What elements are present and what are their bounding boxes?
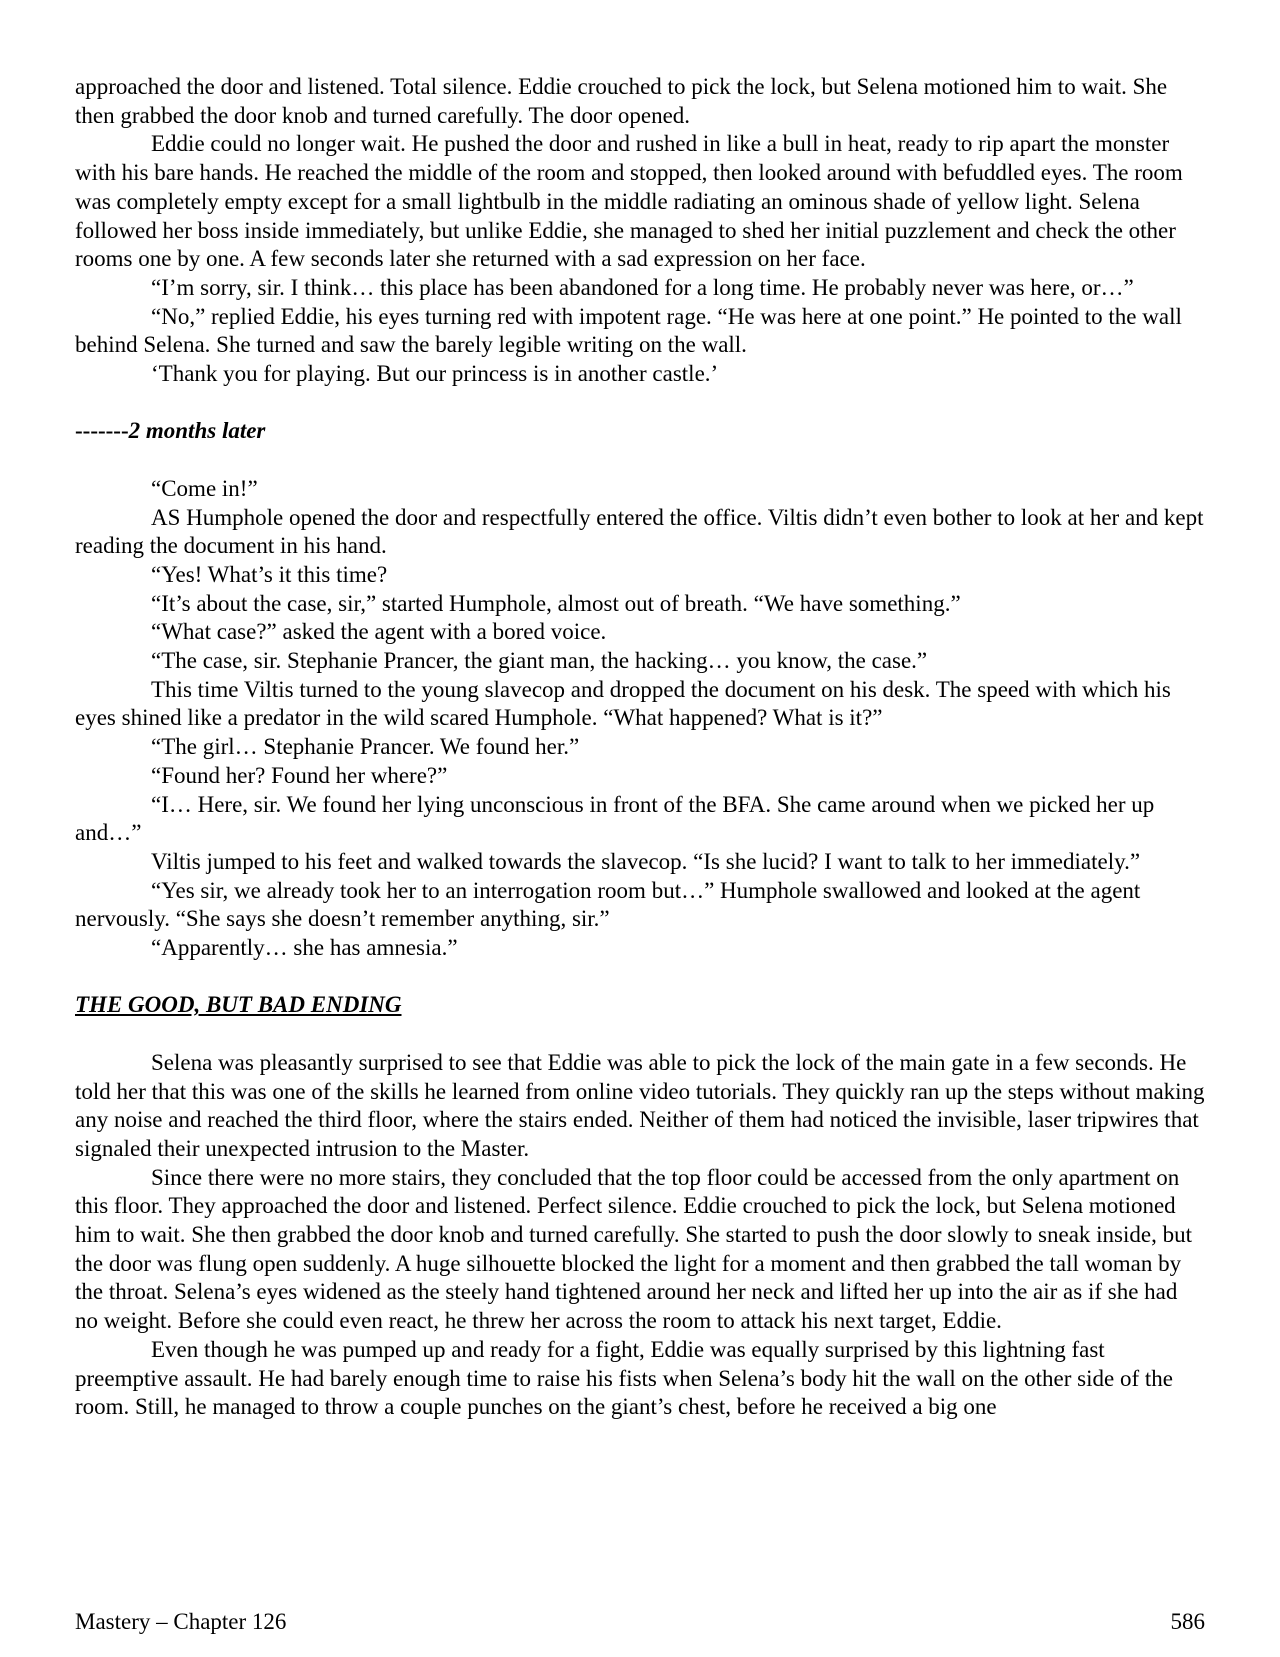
footer-chapter: Mastery – Chapter 126 [75,1609,287,1634]
paragraph: Eddie could no longer wait. He pushed the door and rushed in like a bull in heat, ready to rip apart the monster with his bare hands. He reached the middle of the room and stopped, then looked around with befuddled eyes. The room was completely empty except for a small lightbulb in the middle radiating an ominous shade of yellow light. Selena followed her boss inside immediately, but unlike Eddie, she managed to shed her initial puzzlement and check the other rooms one by one. A few seconds later she returned with a sad expression on her face. [75,131,1183,272]
paragraph: “What case?” asked the agent with a bored voice. [151,619,607,645]
paragraph: “The case, sir. Stephanie Prancer, the giant man, the hacking… you know, the case.” [151,648,928,674]
middle-paragraphs [75,475,1205,963]
bottom-paragraphs [75,1049,1205,1422]
paragraph: “Found her? Found her where?” [151,762,448,788]
paragraph: “It’s about the case, sir,” started Humphole, almost out of breath. “We have something.” [151,590,961,616]
paragraph: “The girl… Stephanie Prancer. We found her.” [151,734,580,760]
paragraph: Since there were no more stairs, they concluded that the top floor could be accessed from the only apartment on this floor. They approached the door and listened. Perfect silence. Eddie crouched to pick the lock, but Selena motioned him to wait. She then grabbed the door knob and turned carefully. She started to push the door slowly to sneak inside, but the door was flung open suddenly. A huge silhouette blocked the light for a moment and then grabbed the tall woman by the throat. Selena’s eyes widened as the steely hand tightened around her neck and lifted her up into the air as if she had no weight. Before she could even react, he threw her across the room to attack his next target, Eddie. [75,1164,1192,1334]
paragraph: “Apparently… she has amnesia.” [151,935,458,961]
page-body [75,73,1205,1422]
page-number: 586 [1170,1609,1205,1634]
top-paragraphs [75,73,1205,389]
page-footer [75,1608,1205,1636]
scene-break [75,417,1205,446]
scene-break-dashes: ------- [75,418,129,444]
paragraph: “I’m sorry, sir. I think… this place has been abandoned for a long time. He probably never was here, or…” [151,274,1134,300]
paragraph: AS Humphole opened the door and respectfully entered the office. Viltis didn’t even bother to look at her and kept reading the document in his hand. [75,504,1204,559]
paragraph: “Come in!” [151,475,258,501]
paragraph: “Yes! What’s it this time? [151,561,388,587]
paragraph: ‘Thank you for playing. But our princess is in another castle.’ [151,361,719,387]
paragraph: “Yes sir, we already took her to an interrogation room but…” Humphole swallowed and looked at the agent nervously. “She says she doesn’t remember anything, sir.” [75,877,1141,932]
paragraph: “No,” replied Eddie, his eyes turning red with impotent rage. “He was here at one point.” He pointed to the wall behind Selena. She turned and saw the barely legible writing on the wall. [75,303,1182,358]
section-heading: THE GOOD, BUT BAD ENDING [75,992,402,1018]
paragraph: “I… Here, sir. We found her lying unconscious in front of the BFA. She came around when we picked her up and…” [75,791,1155,846]
scene-break-label: 2 months later [128,418,266,444]
paragraph: Selena was pleasantly surprised to see that Eddie was able to pick the lock of the main gate in a few seconds. He told her that this was one of the skills he learned from online video tutorials. They quickly ran up the steps without making any noise and reached the third floor, where the stairs ended. Neither of them had noticed the invisible, laser tripwires that signaled their unexpected intrusion to the Master. [75,1049,1205,1161]
paragraph: Even though he was pumped up and ready for a fight, Eddie was equally surprised by this lightning fast preemptive assault. He had barely enough time to raise his fists when Selena’s body hit the wall on the other side of the room. Still, he managed to throw a couple punches on the giant’s chest, before he received a big one [75,1336,1173,1420]
paragraph: This time Viltis turned to the young slavecop and dropped the document on his desk. The speed with which his eyes shined like a predator in the wild scared Humphole. “What happened? What is it?” [75,676,1171,731]
paragraph: approached the door and listened. Total silence. Eddie crouched to pick the lock, but Selena motioned him to wait. She then grabbed the door knob and turned carefully. The door opened. [75,74,1168,128]
paragraph: Viltis jumped to his feet and walked towards the slavecop. “Is she lucid? I want to talk to her immediately.” [151,848,1141,874]
